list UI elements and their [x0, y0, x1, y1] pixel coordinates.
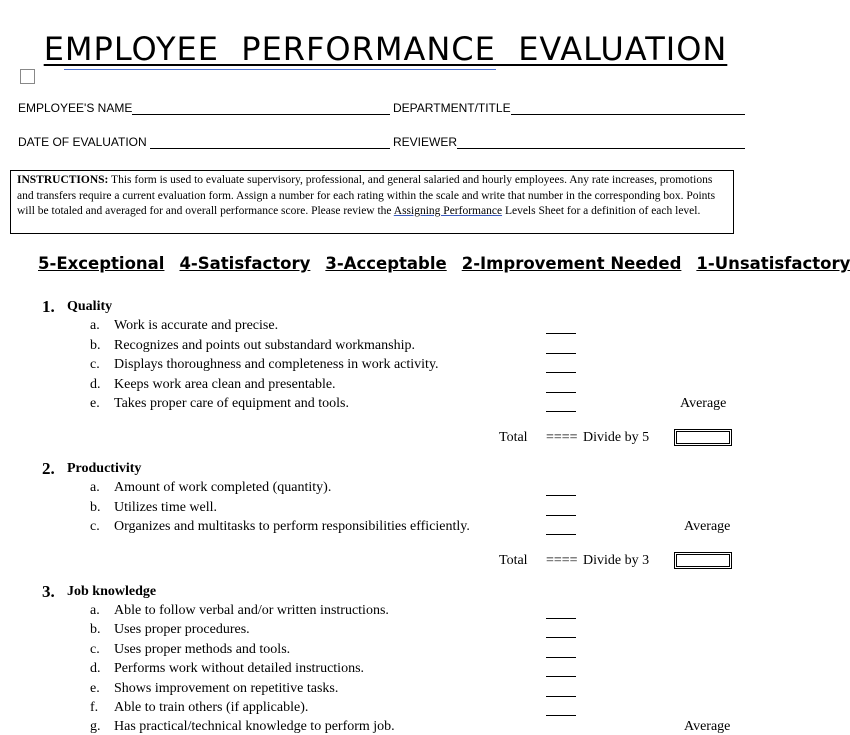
section-title-quality: Quality [67, 299, 113, 314]
rating-blank[interactable] [546, 637, 576, 638]
item-text: Organizes and multitasks to perform responsibilities efficiently. [114, 519, 470, 534]
rating-blank[interactable] [546, 495, 576, 496]
rating-blank[interactable] [546, 411, 576, 412]
section-title-productivity: Productivity [67, 461, 142, 476]
date-label: DATE OF EVALUATION [18, 135, 147, 149]
instructions-text: This form is used to evaluate supervisory, professional, and general salaried and hourly employees. Any rate increases, promotions and transfers require a current evaluation form. Assign a number for each rating within the scale and write that number in the corresponding box. Points will be totaled and averaged for and overall performance score. Please review the [17, 174, 716, 217]
instructions-text-end: Levels Sheet for a definition of each level. [502, 205, 701, 217]
item-text: Recognizes and points out substandard workmanship. [114, 338, 415, 353]
item-letter: e. [90, 681, 100, 696]
item-letter: a. [90, 480, 100, 495]
equals-marker: ==== [546, 553, 578, 568]
department-label: DEPARTMENT/TITLE [393, 101, 511, 115]
item-text: Uses proper methods and tools. [114, 642, 291, 657]
item-letter: b. [90, 500, 101, 515]
item-letter: b. [90, 622, 101, 637]
item-letter: d. [90, 377, 101, 392]
item-text: Able to train others (if applicable). [114, 700, 309, 715]
employee-name-field[interactable] [132, 114, 390, 115]
instructions-box [10, 170, 734, 234]
item-text: Work is accurate and precise. [114, 318, 279, 333]
average-box[interactable] [674, 552, 732, 569]
item-letter: f. [90, 700, 99, 715]
item-letter: c. [90, 519, 100, 534]
date-field[interactable] [150, 148, 390, 149]
item-letter: c. [90, 357, 100, 372]
reviewer-label: REVIEWER [393, 135, 458, 149]
section-number: 1. [42, 297, 55, 316]
divide-label: Divide by 5 [583, 430, 650, 445]
scale-unsatisfactory: 1-Unsatisfactory [696, 254, 850, 273]
item-text: Shows improvement on repetitive tasks. [114, 681, 339, 696]
section-title-job-knowledge: Job knowledge [67, 584, 157, 599]
scale-acceptable: 3-Acceptable [325, 254, 447, 273]
average-box[interactable] [674, 429, 732, 446]
employee-name-label: EMPLOYEE'S NAME [18, 101, 133, 115]
divide-label: Divide by 3 [583, 553, 650, 568]
rating-blank[interactable] [546, 657, 576, 658]
rating-blank[interactable] [546, 372, 576, 373]
spellcheck-underline [64, 68, 496, 71]
rating-scale [38, 254, 850, 273]
page-title: EMPLOYEE PERFORMANCE EVALUATION [43, 30, 728, 68]
item-text: Has practical/technical knowledge to perform job. [114, 719, 395, 734]
rating-blank[interactable] [546, 353, 576, 354]
average-label: Average [684, 719, 731, 734]
assigning-performance-link[interactable]: Assigning Performance [393, 205, 503, 217]
item-text: Displays thoroughness and completeness in work activity. [114, 357, 439, 372]
item-letter: b. [90, 338, 101, 353]
item-letter: a. [90, 318, 100, 333]
total-label: Total [499, 553, 528, 568]
reviewer-field[interactable] [457, 148, 745, 149]
section-number: 3. [42, 582, 55, 601]
rating-blank[interactable] [546, 333, 576, 334]
department-field[interactable] [511, 114, 745, 115]
scale-improvement-needed: 2-Improvement Needed [461, 254, 682, 273]
rating-blank[interactable] [546, 715, 576, 716]
item-text: Takes proper care of equipment and tools. [114, 396, 349, 411]
equals-marker: ==== [546, 430, 578, 445]
scale-satisfactory: 4-Satisfactory [179, 254, 311, 273]
checkbox[interactable] [20, 69, 35, 84]
item-text: Keeps work area clean and presentable. [114, 377, 336, 392]
rating-blank[interactable] [546, 515, 576, 516]
total-label: Total [499, 430, 528, 445]
item-text: Performs work without detailed instructions. [114, 661, 365, 676]
rating-blank[interactable] [546, 534, 576, 535]
item-text: Uses proper procedures. [114, 622, 250, 637]
item-text: Able to follow verbal and/or written instructions. [114, 603, 389, 618]
instructions-heading: INSTRUCTIONS: [17, 174, 109, 186]
item-letter: g. [90, 719, 101, 734]
rating-blank[interactable] [546, 696, 576, 697]
scale-exceptional: 5-Exceptional [38, 254, 165, 273]
item-letter: c. [90, 642, 100, 657]
section-number: 2. [42, 459, 55, 478]
item-letter: d. [90, 661, 101, 676]
item-text: Utilizes time well. [114, 500, 218, 515]
rating-blank[interactable] [546, 618, 576, 619]
item-text: Amount of work completed (quantity). [114, 480, 332, 495]
item-letter: a. [90, 603, 100, 618]
average-label: Average [684, 519, 731, 534]
item-letter: e. [90, 396, 100, 411]
rating-blank[interactable] [546, 392, 576, 393]
average-label: Average [680, 396, 727, 411]
rating-blank[interactable] [546, 676, 576, 677]
